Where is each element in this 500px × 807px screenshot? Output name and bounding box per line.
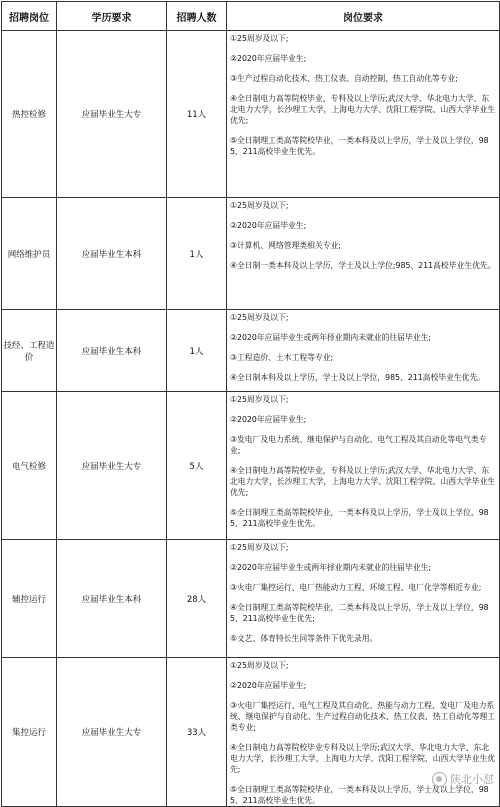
requirement-item: ②2020年应届毕业生或两年择业期内未就业的往届毕业生; xyxy=(230,563,431,572)
position-cell: 热控检修 xyxy=(2,31,57,198)
watermark-text: 陕北小怼 xyxy=(450,773,494,786)
requirement-item: ②2020年应届毕业生; xyxy=(230,681,307,690)
requirement-item: ②2020年应届毕业生; xyxy=(230,415,307,424)
table-row xyxy=(2,31,500,198)
requirement-item: ③火电厂集控运行、电厂热能动力工程、环境工程、电厂化学等相近专业; xyxy=(230,583,482,592)
requirement-item: ①25周岁及以下; xyxy=(230,661,289,670)
requirement-item: ②2020年应届毕业生; xyxy=(230,54,307,63)
requirement-item: ④全日制理工类高等院校毕业，二类本科及以上学历，学士及以上学位，985、211高校毕业生优先; xyxy=(230,603,489,623)
requirement-item: ④全日制电力高等院校毕业，专科及以上学历;武汉大学、华北电力大学、东北电力大学，长沙理工大学，上海电力大学、沈阳工程学院、山西大学毕业生优先; xyxy=(230,466,496,497)
header-count: 招聘人数 xyxy=(167,2,227,31)
requirement-item: ⑤文艺、体育特长生同等条件下优先录用。 xyxy=(230,634,378,643)
requirements-cell xyxy=(227,198,500,310)
recruitment-table xyxy=(1,1,500,807)
table-row xyxy=(2,658,500,807)
requirement-item: ④全日制电力高等院校毕业专科及以上学历;武汉大学、华北电力大学、东北电力大学，长沙理工大学，上海电力大学、沈阳工程学院、山西大学毕业生优先; xyxy=(230,743,496,774)
requirement-item: ④全日制一类本科及以上学历，学士及以上学位;985、211高校毕业生优先。 xyxy=(230,261,496,270)
education-cell: 应届毕业生大专 xyxy=(57,392,167,540)
requirement-item: ③发电厂及电力系统、继电保护与自动化、电气工程及其自动化等电气类专业; xyxy=(230,435,487,455)
requirement-item: ①25周岁及以下; xyxy=(230,395,289,404)
requirements-cell xyxy=(227,392,500,540)
requirement-item: ①25周岁及以下; xyxy=(230,313,289,322)
count-cell: 1人 xyxy=(167,198,227,310)
requirement-item: ⑤全日制理工类高等院校毕业，一类本科及以上学历，学士及以上学位，985、211高校毕业生优先。 xyxy=(230,508,489,528)
table-row xyxy=(2,392,500,540)
header-education: 学历要求 xyxy=(57,2,167,31)
position-cell: 网络维护员 xyxy=(2,198,57,310)
count-cell: 33人 xyxy=(167,658,227,807)
header-row xyxy=(2,2,500,31)
education-cell: 应届毕业生本科 xyxy=(57,198,167,310)
education-cell: 应届毕业生大专 xyxy=(57,658,167,807)
position-cell: 电气检修 xyxy=(2,392,57,540)
requirements-cell xyxy=(227,31,500,198)
header-requirements: 岗位要求 xyxy=(227,2,500,31)
education-cell: 应届毕业生大专 xyxy=(57,31,167,198)
count-cell: 28人 xyxy=(167,540,227,658)
education-cell: 应届毕业生本科 xyxy=(57,540,167,658)
requirement-item: ①25周岁及以下; xyxy=(230,201,289,210)
requirement-item: ③火电厂集控运行、电气工程及其自动化、热能与动力工程、发电厂及电力系统、继电保护与自动化、生产过程自动化技术、热工仪表、热工自动化等理工类专业; xyxy=(230,701,496,732)
education-cell: 应届毕业生本科 xyxy=(57,310,167,392)
requirement-item: ②2020年应届毕业生; xyxy=(230,221,307,230)
watermark xyxy=(432,771,494,787)
requirement-item: ①25周岁及以下; xyxy=(230,34,289,43)
count-cell: 1人 xyxy=(167,310,227,392)
position-cell: 集控运行 xyxy=(2,658,57,807)
table-row xyxy=(2,198,500,310)
count-cell: 11人 xyxy=(167,31,227,198)
wechat-icon xyxy=(432,772,447,787)
table-row xyxy=(2,540,500,658)
requirement-item: ⑤全日制理工类高等院校毕业，一类本科及以上学历，学士及以上学位，985、211高校毕业生优先。 xyxy=(230,785,489,805)
requirement-item: ⑤全日制理工类高等院校毕业，一类本科及以上学历，学士及以上学位，985、211高校毕业生优先。 xyxy=(230,136,489,156)
requirement-item: ③工程造价、土木工程等专业; xyxy=(230,353,334,362)
requirement-item: ④全日制电力高等院校毕业，专科及以上学历;武汉大学、华北电力大学、东北电力大学，长沙理工大学，上海电力大学、沈阳工程学院、山西大学毕业生优先; xyxy=(230,94,496,125)
requirement-item: ②2020年应届毕业生或两年择业期内未就业的往届毕业生; xyxy=(230,333,431,342)
position-cell: 技经、工程造价 xyxy=(2,310,57,392)
requirement-item: ③生产过程自动化技术、热工仪表、自动控制、热工自动化等专业; xyxy=(230,74,458,83)
requirement-item: ①25周岁及以下; xyxy=(230,543,289,552)
requirements-cell xyxy=(227,540,500,658)
table-row xyxy=(2,310,500,392)
requirement-item: ④全日制本科及以上学历，学士及以上学位，985、211高校毕业生优先。 xyxy=(230,373,486,382)
requirements-cell xyxy=(227,310,500,392)
requirement-item: ③计算机、网络管理类相关专业; xyxy=(230,241,341,250)
position-cell: 辅控运行 xyxy=(2,540,57,658)
header-position: 招聘岗位 xyxy=(2,2,57,31)
count-cell: 5人 xyxy=(167,392,227,540)
